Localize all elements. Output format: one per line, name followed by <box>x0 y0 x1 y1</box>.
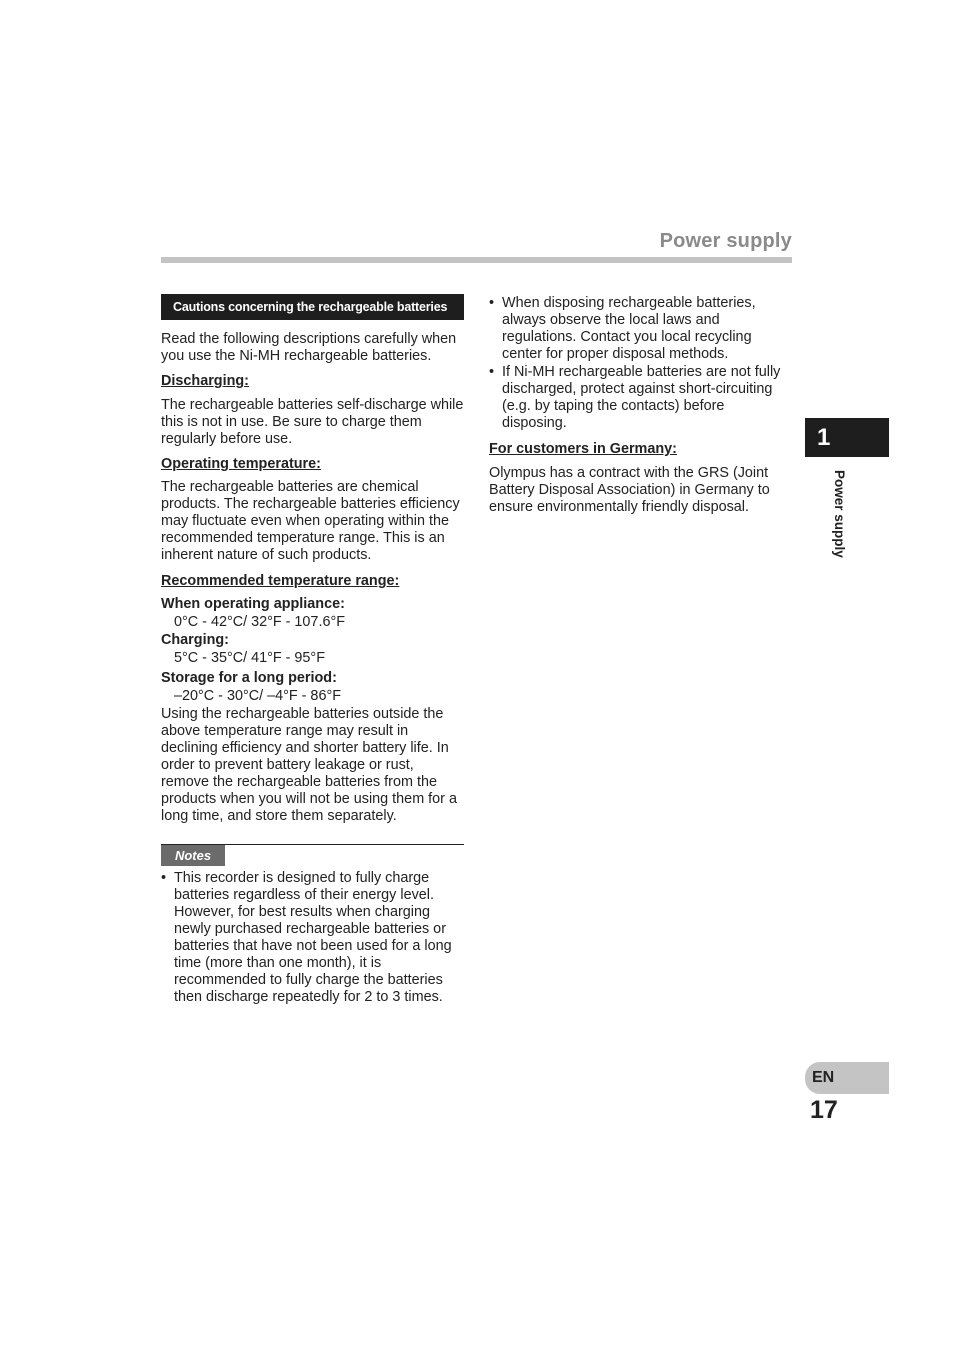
range-heading: Recommended temperature range: <box>161 573 400 589</box>
outside-range-text: Using the rechargeable batteries outside the above temperature range may result in declining efficiency and shorter battery life. In order to prevent battery leakage or rust, remove the rechargeable batteries from the products when you will not be using them for a long time, and store them separately. <box>161 706 457 824</box>
notes-header <box>161 844 464 867</box>
language-badge: EN <box>805 1062 889 1094</box>
charging-label: Charging: <box>161 632 229 648</box>
disposal-item <box>489 295 791 363</box>
storage-value: –20°C - 30°C/ –4°F - 86°F <box>174 688 341 704</box>
germany-text: Olympus has a contract with the GRS (Joint Battery Disposal Association) in Germany to ensure environmentally friendly disposal. <box>489 465 770 515</box>
notes-list <box>161 870 464 1006</box>
disposal-text: If Ni-MH rechargeable batteries are not fully discharged, protect against short-circuiting (e.g. by taping the contacts) before disposing. <box>502 364 781 431</box>
notes-tab: Notes <box>161 845 225 866</box>
appliance-label: When operating appliance: <box>161 596 345 612</box>
disposal-item <box>489 364 791 432</box>
left-column <box>161 294 464 1006</box>
bullet-dot: • <box>161 870 167 886</box>
disposal-text: When disposing rechargeable batteries, always observe the local laws and regulations. Contact you local recycling center for proper disposal methods. <box>502 295 756 362</box>
disposal-list <box>489 295 791 432</box>
note-item <box>161 870 464 1006</box>
note-text: This recorder is designed to fully charge batteries regardless of their energy level. However, for best results when charging newly purchased rechargeable batteries or batteries that have not been used for a long time (more than one month), it is recommended to fully charge the batteries then discharge repeatedly for 2 to 3 times. <box>174 870 452 1005</box>
intro-text: Read the following descriptions carefully when you use the Ni-MH rechargeable batteries. <box>161 331 457 364</box>
operating-heading: Operating temperature: <box>161 456 321 472</box>
discharging-heading: Discharging: <box>161 373 249 389</box>
bullet-dot: • <box>489 364 495 380</box>
page-number: 17 <box>810 1096 838 1124</box>
section-title-bar: Cautions concerning the rechargeable batteries <box>161 294 464 320</box>
operating-text: The rechargeable batteries are chemical products. The rechargeable batteries efficiency may fluctuate even when operating within the recommended temperature range. This is an inherent nature of such products. <box>161 479 460 563</box>
charging-value: 5°C - 35°C/ 41°F - 95°F <box>174 650 325 666</box>
storage-label: Storage for a long period: <box>161 670 337 686</box>
appliance-value: 0°C - 42°C/ 32°F - 107.6°F <box>174 614 345 630</box>
title-rule <box>161 257 792 263</box>
chapter-side-label: Power supply <box>832 470 847 558</box>
chapter-number-tab: 1 <box>805 418 889 457</box>
right-column <box>489 294 791 516</box>
germany-heading: For customers in Germany: <box>489 441 677 457</box>
page-title: Power supply <box>659 230 792 252</box>
discharging-text: The rechargeable batteries self-discharge while this is not in use. Be sure to charge them regularly before use. <box>161 397 464 447</box>
bullet-dot: • <box>489 295 495 311</box>
